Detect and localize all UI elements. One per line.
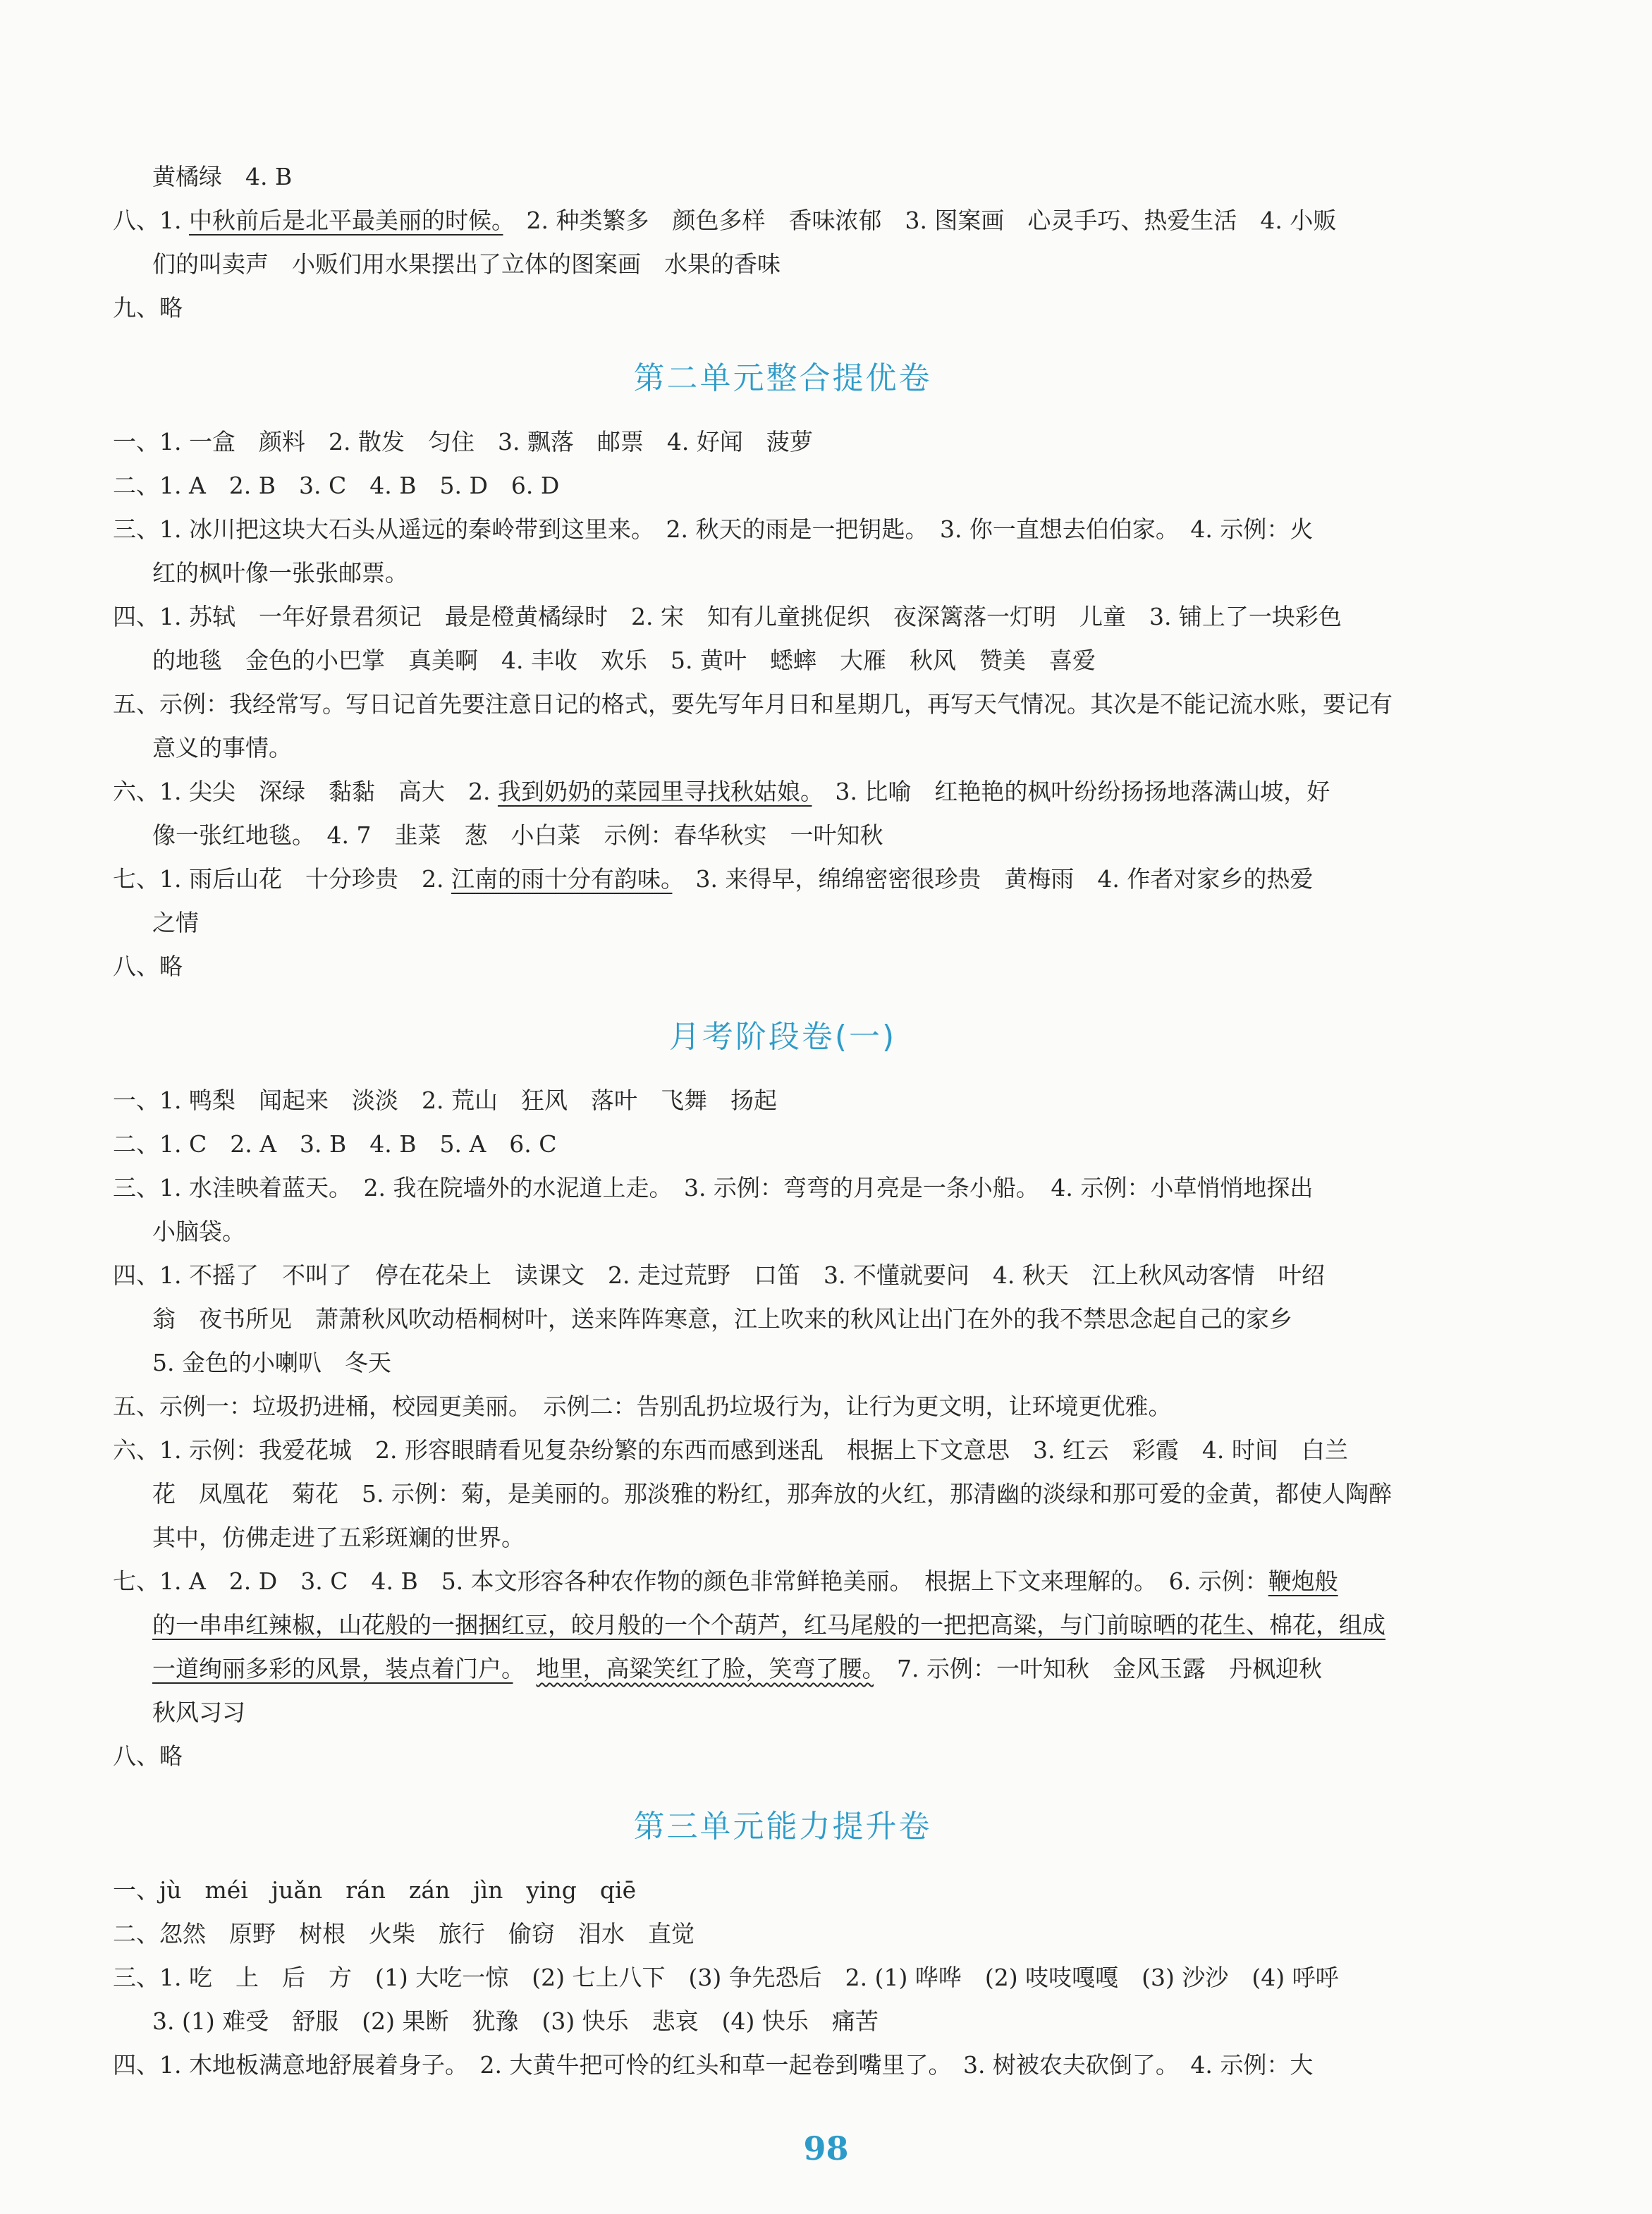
answer-line: 四、1. 苏轼 一年好景君须记 最是橙黄橘绿时 2. 宋 知有儿童挑促织 夜深篱落一灯明 儿童 3. 铺上了一块彩色 — [113, 603, 1342, 630]
answer-line: 三、1. 吃 上 后 方 (1) 大吃一惊 (2) 七上八下 (3) 争先恐后 2. (1) 哗哗 (2) 吱吱嘎嘎 (3) 沙沙 (4) 呼呼 — [113, 1964, 1339, 1991]
answer-line: 小脑袋。 — [152, 1218, 245, 1245]
page-number: 98 — [803, 2129, 849, 2167]
section-title: 月考阶段卷(一) — [668, 1019, 897, 1055]
answer-line: 们的叫卖声 小贩们用水果摆出了立体的图案画 水果的香味 — [152, 250, 781, 278]
answer-line: 四、1. 不摇了 不叫了 停在花朵上 读课文 2. 走过荒野 口笛 3. 不懂就要问 4. 秋天 江上秋风动客情 叶绍 — [113, 1261, 1325, 1289]
section-title: 第二单元整合提优卷 — [633, 360, 932, 396]
underlined-answer: 的一串串红辣椒，山花般的一捆捆红豆，皎月般的一个个葫芦，红马尾般的一把把高粱，与门前晾晒的花生、棉花，组成 — [152, 1611, 1385, 1639]
answer-line: 红的枫叶像一张张邮票。 — [152, 559, 408, 587]
answer-line: 花 凤凰花 菊花 5. 示例：菊，是美丽的。那淡雅的粉红，那奔放的火红，那清幽的淡绿和那可爱的金黄，都使人陶醉 — [152, 1480, 1392, 1507]
answer-line: 七、1. A 2. D 3. C 4. B 5. 本文形容各种农作物的颜色非常鲜艳美丽。 根据上下文来理解的。 6. 示例：鞭炮般 — [113, 1567, 1338, 1595]
underlined-answer: 鞭炮般 — [1268, 1567, 1338, 1595]
answer-line: 一、1. 鸭梨 闻起来 淡淡 2. 荒山 狂风 落叶 飞舞 扬起 — [113, 1087, 777, 1114]
answer-line: 其中，仿佛走进了五彩斑斓的世界。 — [152, 1524, 525, 1551]
answer-line: 七、1. 雨后山花 十分珍贵 2. 江南的雨十分有韵味。 3. 来得早，绵绵密密很珍贵 黄梅雨 4. 作者对家乡的热爱 — [113, 865, 1314, 893]
answer-line: 一道绚丽多彩的风景，装点着门户。 地里，高粱笑红了脸，笑弯了腰。 7. 示例：一叶知秋 金风玉露 丹枫迎秋 — [152, 1655, 1322, 1682]
underlined-answer: 一道绚丽多彩的风景，装点着门户。 — [152, 1655, 513, 1682]
answer-line: 之情 — [152, 909, 199, 936]
section-title: 第三单元能力提升卷 — [633, 1809, 932, 1845]
answer-line: 像一张红地毯。 4. 7 韭菜 葱 小白菜 示例：春华秋实 一叶知秋 — [152, 821, 883, 849]
answer-line: 五、示例一：垃圾扔进桶，校园更美丽。 示例二：告别乱扔垃圾行为，让行为更文明，让环境更优雅。 — [113, 1393, 1172, 1420]
answer-line: 5. 金色的小喇叭 冬天 — [152, 1349, 391, 1376]
answer-line: 三、1. 水洼映着蓝天。 2. 我在院墙外的水泥道上走。 3. 示例：弯弯的月亮是一条小船。 4. 示例：小草悄悄地探出 — [113, 1174, 1314, 1201]
answer-line: 四、1. 木地板满意地舒展着身子。 2. 大黄牛把可怜的红头和草一起卷到嘴里了。 3. 树被农夫砍倒了。 4. 示例：大 — [113, 2051, 1314, 2079]
wavy-underlined-answer: 地里，高粱笑红了脸，笑弯了腰。 — [536, 1655, 874, 1682]
answer-line: 黄橘绿 4. B — [152, 163, 293, 190]
answer-line: 二、1. C 2. A 3. B 4. B 5. A 6. C — [113, 1130, 557, 1158]
answer-line: 三、1. 冰川把这块大石头从遥远的秦岭带到这里来。 2. 秋天的雨是一把钥匙。 3. 你一直想去伯伯家。 4. 示例：火 — [113, 515, 1314, 543]
answer-line: 六、1. 尖尖 深绿 黏黏 高大 2. 我到奶奶的菜园里寻找秋姑娘。 3. 比喻 红艳艳的枫叶纷纷扬扬地落满山坡，好 — [113, 778, 1330, 805]
answer-line: 二、忽然 原野 树根 火柴 旅行 偷窃 泪水 直觉 — [113, 1920, 695, 1947]
answer-line: 六、1. 示例：我爱花城 2. 形容眼睛看见复杂纷繁的东西而感到迷乱 根据上下文意思 3. 红云 彩霞 4. 时间 白兰 — [113, 1436, 1348, 1464]
answer-line: 一、jù méi juǎn rán zán jìn ying qiē — [113, 1876, 637, 1904]
answer-line: 意义的事情。 — [152, 734, 292, 762]
answer-line: 八、1. 中秋前后是北平最美丽的时候。 2. 种类繁多 颜色多样 香味浓郁 3. 图案画 心灵手巧、热爱生活 4. 小贩 — [113, 207, 1337, 234]
answer-line: 二、1. A 2. B 3. C 4. B 5. D 6. D — [113, 472, 560, 499]
answer-line: 九、略 — [113, 294, 183, 322]
answer-line: 五、示例：我经常写。写日记首先要注意日记的格式，要先写年月日和星期几，再写天气情况。其次是不能记流水账，要记有 — [113, 690, 1393, 718]
answer-page — [113, 155, 1452, 2087]
answer-line: 3. (1) 难受 舒服 (2) 果断 犹豫 (3) 快乐 悲哀 (4) 快乐 痛苦 — [152, 2007, 879, 2035]
underlined-answer: 江南的雨十分有韵味。 — [451, 865, 673, 893]
answer-line: 八、略 — [113, 1742, 183, 1770]
answer-line: 秋风习习 — [152, 1699, 245, 1726]
answer-line: 的地毯 金色的小巴掌 真美啊 4. 丰收 欢乐 5. 黄叶 蟋蟀 大雁 秋风 赞美 喜爱 — [152, 647, 1096, 674]
answer-line: 八、略 — [113, 953, 183, 980]
answer-line: 翁 夜书所见 萧萧秋风吹动梧桐树叶，送来阵阵寒意，江上吹来的秋风让出门在外的我不禁思念起自己的家乡 — [152, 1305, 1292, 1333]
underlined-answer: 我到奶奶的菜园里寻找秋姑娘。 — [497, 778, 812, 805]
answer-line: 一、1. 一盒 颜料 2. 散发 匀住 3. 飘落 邮票 4. 好闻 菠萝 — [113, 428, 813, 455]
answer-line — [113, 1603, 1452, 1647]
underlined-answer: 中秋前后是北平最美丽的时候。 — [188, 207, 503, 234]
